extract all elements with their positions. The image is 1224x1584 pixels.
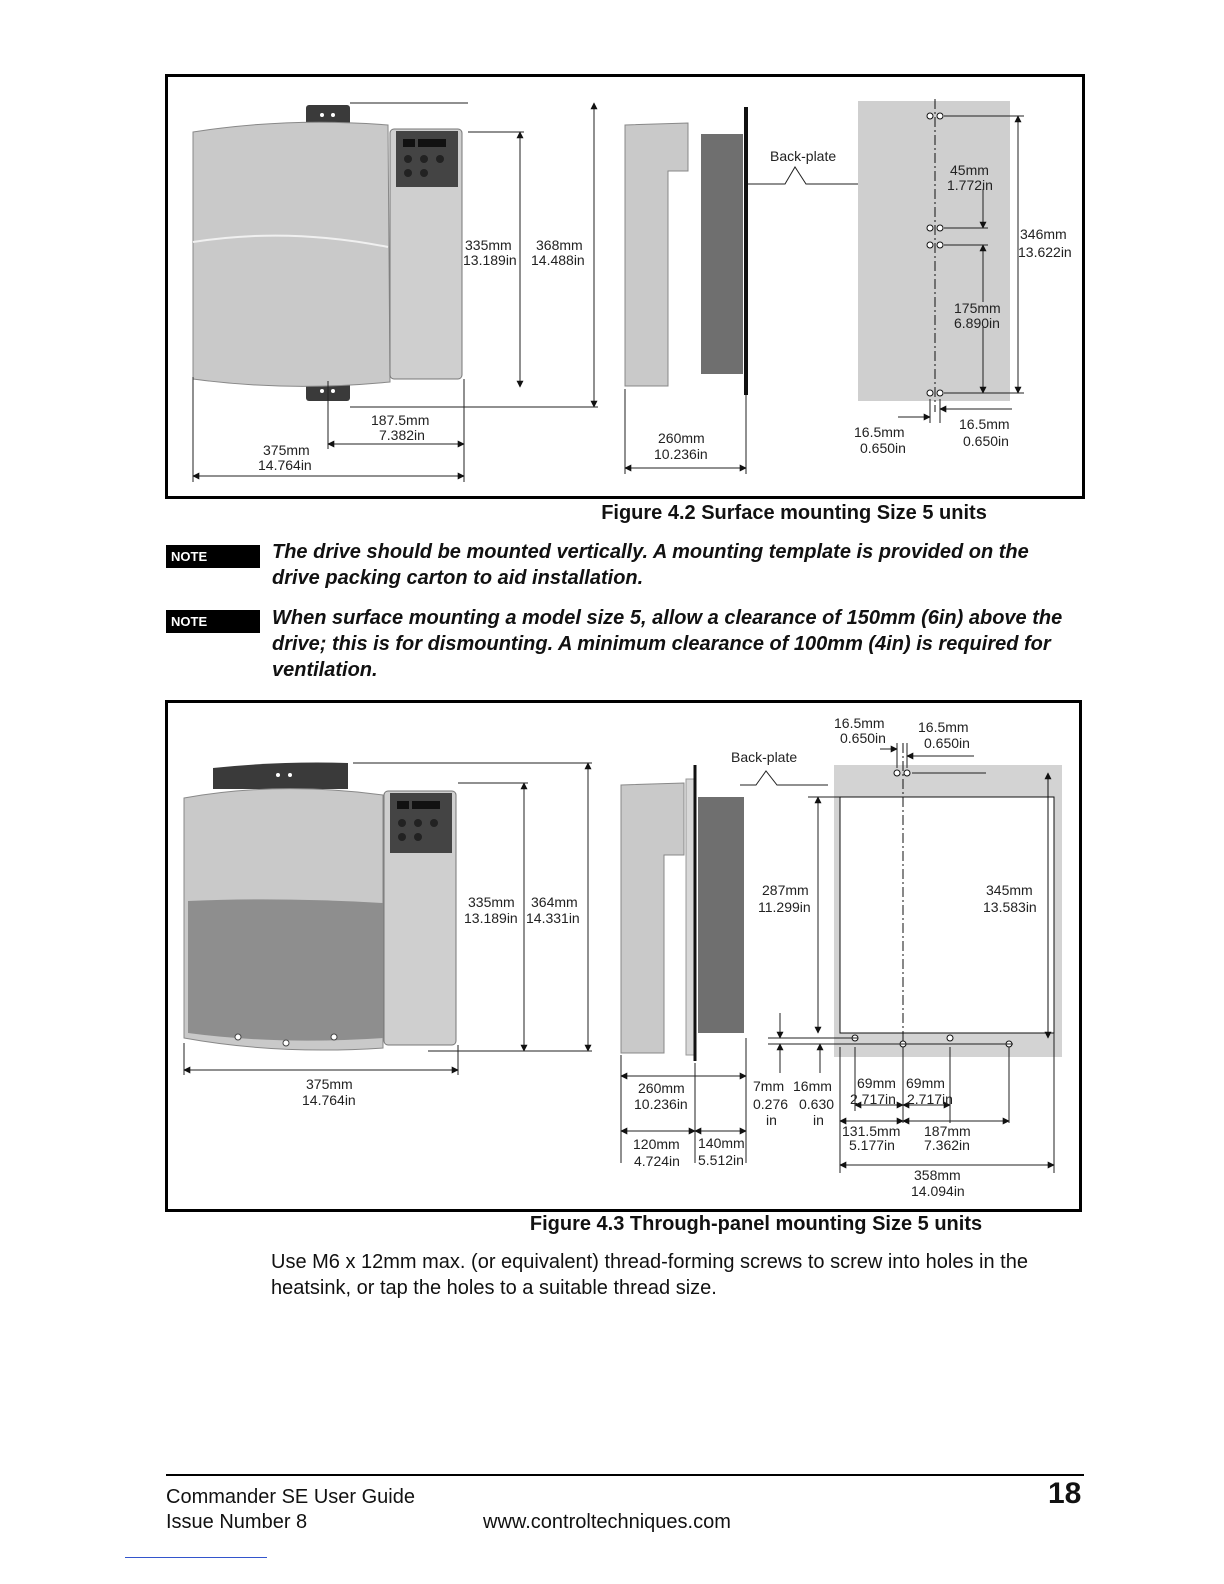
figure-4-3-caption: Figure 4.3 Through-panel mounting Size 5 units bbox=[529, 1213, 983, 1235]
heatsink-section bbox=[188, 899, 383, 1040]
dim-358-mm: 358mm bbox=[914, 1167, 961, 1183]
dim-287-mm: 287mm bbox=[762, 882, 809, 898]
dim-375-mm: 375mm bbox=[263, 442, 310, 458]
dim-45-mm: 45mm bbox=[950, 162, 989, 178]
top-mount-bracket bbox=[213, 763, 348, 789]
dim-187-mm: 187.5mm bbox=[371, 412, 430, 428]
drive-body bbox=[193, 122, 390, 386]
dim-1315-in: 5.177in bbox=[849, 1137, 895, 1153]
dim-16-mm: 16mm bbox=[793, 1078, 832, 1094]
dim-358-in: 14.094in bbox=[911, 1183, 965, 1199]
dim-140-in: 5.512in bbox=[698, 1152, 744, 1168]
dim-187-mm: 187mm bbox=[924, 1123, 971, 1139]
figure-through-panel-mounting bbox=[165, 700, 1082, 1212]
dim-69b-mm: 69mm bbox=[906, 1075, 945, 1091]
dim-335-in: 13.189in bbox=[464, 910, 518, 926]
dim-165b-in: 0.650in bbox=[963, 433, 1009, 449]
dim-364-in: 14.331in bbox=[526, 910, 580, 926]
dim-368-in: 14.488in bbox=[531, 252, 585, 268]
dim-364-mm: 364mm bbox=[531, 894, 578, 910]
dim-346-in: 13.622in bbox=[1018, 244, 1072, 260]
dim-69b-in: 2.717in bbox=[907, 1091, 953, 1107]
dim-375-mm: 375mm bbox=[306, 1076, 353, 1092]
dim-375-in: 14.764in bbox=[258, 457, 312, 473]
dim-368-mm: 368mm bbox=[536, 237, 583, 253]
note-badge: NOTE bbox=[166, 610, 260, 633]
note-badge: NOTE bbox=[166, 545, 260, 568]
footer-rule bbox=[166, 1474, 1084, 1476]
dim-120-in: 4.724in bbox=[634, 1153, 680, 1169]
dim-7-mm: 7mm bbox=[753, 1078, 785, 1094]
dim-187-in: 7.382in bbox=[379, 427, 425, 443]
page-number: 18 bbox=[1048, 1477, 1082, 1510]
footer-issue-number: Issue Number 8 bbox=[166, 1511, 308, 1533]
dim-165a-in: 0.650in bbox=[840, 730, 886, 746]
dim-375-in: 14.764in bbox=[302, 1092, 356, 1108]
dim-165a-mm: 16.5mm bbox=[854, 424, 905, 440]
note-text: The drive should be mounted vertically. A mounting template is provided on the drive packing carton to aid installation. bbox=[272, 541, 1029, 589]
dim-287-in: 11.299in bbox=[758, 899, 811, 915]
dim-260-mm: 260mm bbox=[638, 1080, 685, 1096]
dim-16-in: 0.630 bbox=[799, 1096, 835, 1112]
dim-260-in: 10.236in bbox=[654, 446, 708, 462]
figure-surface-mounting-drawing bbox=[168, 77, 1085, 499]
dim-16-unit: in bbox=[813, 1112, 824, 1128]
figure-4-2-caption: Figure 4.2 Surface mounting Size 5 units bbox=[601, 502, 987, 524]
dim-45-in: 1.772in bbox=[947, 177, 993, 193]
page-underline bbox=[125, 1557, 267, 1558]
dim-175-in: 6.890in bbox=[954, 315, 1000, 331]
dim-260-mm: 260mm bbox=[658, 430, 705, 446]
dim-335-mm: 335mm bbox=[468, 894, 515, 910]
dim-165b-mm: 16.5mm bbox=[959, 416, 1010, 432]
dim-1315-mm: 131.5mm bbox=[842, 1123, 901, 1139]
dim-165b-in: 0.650in bbox=[924, 735, 970, 751]
dim-335-in: 13.189in bbox=[463, 252, 517, 268]
dim-120-mm: 120mm bbox=[633, 1136, 680, 1152]
dim-7-in: 0.276 bbox=[753, 1096, 789, 1112]
drive-side-view bbox=[621, 783, 684, 1053]
dim-69a-in: 2.717in bbox=[850, 1091, 896, 1107]
dim-140-mm: 140mm bbox=[698, 1135, 745, 1151]
dim-165a-in: 0.650in bbox=[860, 440, 906, 456]
footer-website-link[interactable]: www.controltechniques.com bbox=[483, 1511, 731, 1533]
heatsink bbox=[701, 134, 743, 374]
back-plate-label: Back-plate bbox=[770, 148, 837, 164]
panel-cutout bbox=[840, 797, 1054, 1033]
dim-175-mm: 175mm bbox=[954, 300, 1001, 316]
dim-345-in: 13.583in bbox=[983, 899, 1037, 915]
dim-69a-mm: 69mm bbox=[857, 1075, 896, 1091]
dim-187-in: 7.362in bbox=[924, 1137, 970, 1153]
back-plate-label: Back-plate bbox=[731, 749, 798, 765]
dim-7-unit: in bbox=[766, 1112, 777, 1128]
drive-side-view bbox=[625, 123, 688, 386]
figure-through-panel-drawing bbox=[168, 703, 1082, 1212]
dim-346-mm: 346mm bbox=[1020, 226, 1067, 242]
footer-guide-title: Commander SE User Guide bbox=[166, 1486, 415, 1508]
dim-260-in: 10.236in bbox=[634, 1096, 688, 1112]
body-paragraph: Use M6 x 12mm max. (or equivalent) thread-forming screws to screw into holes in the heatsink, or tap the holes to a suitable thread size. bbox=[271, 1251, 1028, 1299]
note-text: When surface mounting a model size 5, allow a clearance of 150mm (6in) above the drive; this is for dismounting. A minimum clearance of 100mm (4in) is required for ventilation. bbox=[272, 607, 1063, 681]
dim-165b-mm: 16.5mm bbox=[918, 719, 969, 735]
dim-335-mm: 335mm bbox=[465, 237, 512, 253]
dim-165a-mm: 16.5mm bbox=[834, 715, 885, 731]
figure-surface-mounting bbox=[165, 74, 1085, 499]
heatsink bbox=[698, 797, 744, 1033]
dim-345-mm: 345mm bbox=[986, 882, 1033, 898]
mounting-template bbox=[858, 101, 1010, 401]
